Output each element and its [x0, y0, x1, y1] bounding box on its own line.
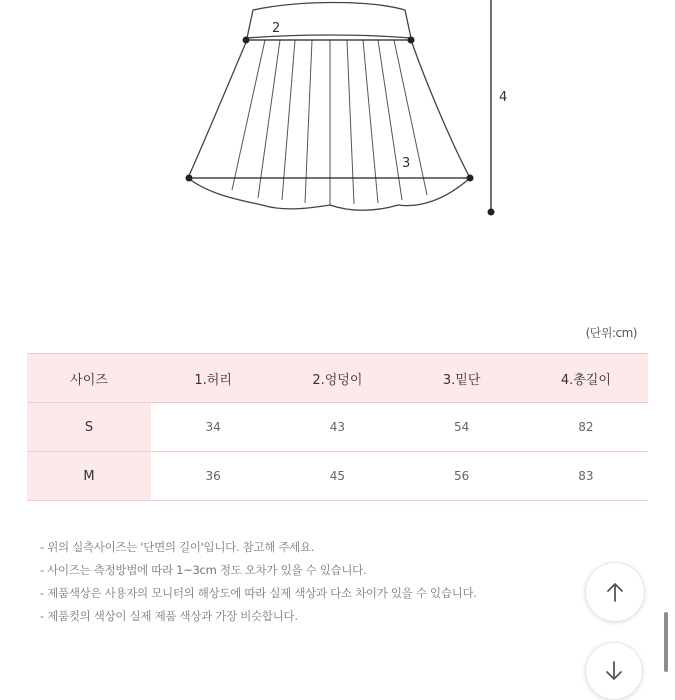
note-item: - 제품컷의 색상이 실제 제품 색상과 가장 비슷합니다. — [40, 605, 477, 628]
note-item: - 사이즈는 측정방법에 따라 1~3cm 정도 오차가 있을 수 있습니다. — [40, 559, 477, 582]
waist-measure-dot-right — [408, 37, 415, 44]
size-cell: S — [27, 403, 151, 452]
note-item: - 제품색상은 사용자의 모니터의 해상도에 따라 실제 색상과 다소 차이가 있을 수 있습니다. — [40, 582, 477, 605]
hem-measure-dot-left — [186, 175, 193, 182]
hem-measure-dot-right — [467, 175, 474, 182]
hem-cell: 54 — [400, 403, 524, 452]
size-table-header-row — [27, 354, 648, 403]
arrow-up-icon — [603, 580, 627, 604]
header-waist: 1.허리 — [151, 354, 275, 403]
unit-label: (단위:cm) — [585, 326, 637, 340]
waist-measure-dot-left — [243, 37, 250, 44]
hem-measure-label: 3 — [402, 156, 411, 171]
length-measure-label: 4 — [499, 90, 508, 105]
hem-cell: 56 — [400, 452, 524, 501]
total-length-cell: 82 — [524, 403, 648, 452]
scroll-to-top-button[interactable] — [585, 562, 645, 622]
waist-measure-label: 2 — [272, 21, 281, 36]
skirt-diagram-svg — [0, 0, 675, 230]
page-scrollbar-thumb[interactable] — [664, 612, 668, 672]
note-item: - 위의 실측사이즈는 '단면의 길이'입니다. 참고해 주세요. — [40, 536, 477, 559]
scroll-to-bottom-button[interactable] — [585, 642, 643, 700]
size-table — [27, 353, 648, 501]
header-hem: 3.밑단 — [400, 354, 524, 403]
waist-cell: 36 — [151, 452, 275, 501]
header-total-length: 4.총길이 — [524, 354, 648, 403]
total-length-cell: 83 — [524, 452, 648, 501]
length-measure-dot-bottom — [488, 209, 495, 216]
table-row — [27, 403, 648, 452]
header-hip: 2.엉덩이 — [275, 354, 399, 403]
header-size: 사이즈 — [27, 354, 151, 403]
table-row — [27, 452, 648, 501]
arrow-down-icon — [602, 659, 626, 683]
skirt-body-outline — [188, 40, 470, 210]
size-notes-list — [40, 536, 477, 628]
waist-cell: 34 — [151, 403, 275, 452]
skirt-size-diagram — [0, 0, 675, 230]
hip-cell: 45 — [275, 452, 399, 501]
size-cell: M — [27, 452, 151, 501]
hip-cell: 43 — [275, 403, 399, 452]
